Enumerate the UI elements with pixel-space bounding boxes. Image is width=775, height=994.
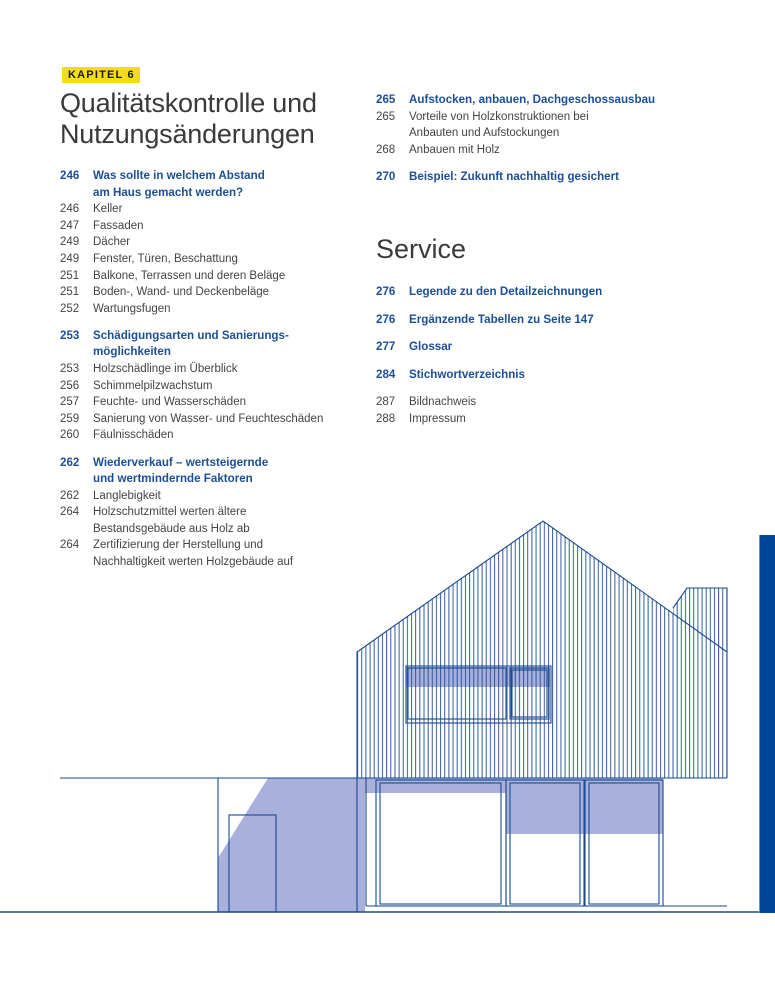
toc-entry[interactable]: 276 Legende zu den Detailzeichnungen bbox=[376, 285, 603, 298]
toc-entry[interactable]: 262 Langlebigkeit bbox=[60, 489, 161, 502]
chapter-side-tab bbox=[759, 535, 775, 913]
toc-entry[interactable]: 246 Keller bbox=[60, 203, 123, 216]
toc-entry[interactable]: 288 Impressum bbox=[376, 412, 466, 425]
toc-entry[interactable]: 253 Schädigungsarten und Sanierungs- möglichkeiten bbox=[60, 328, 289, 359]
toc-entry[interactable]: 270 Beispiel: Zukunft nachhaltig gesichert bbox=[376, 169, 620, 183]
service-title: Service bbox=[376, 234, 467, 264]
toc-entry[interactable]: 246 Was sollte in welchem Abstand am Haus gemacht werden? bbox=[60, 169, 265, 199]
toc-entry[interactable]: 251 Balkone, Terrassen und deren Beläge bbox=[60, 269, 286, 282]
toc-entry[interactable]: 265 Vorteile von Holzkonstruktionen bei Anbauten und Aufstockungen bbox=[376, 110, 589, 140]
toc-entry[interactable]: 284 Stichwortverzeichnis bbox=[376, 367, 525, 381]
toc-entry[interactable]: 256 Schimmelpilzwachstum bbox=[60, 379, 213, 392]
toc-entry[interactable]: 252 Wartungsfugen bbox=[60, 302, 171, 315]
toc-entry[interactable]: 259 Sanierung von Wasser- und Feuchteschäden bbox=[60, 412, 324, 425]
toc-entry[interactable]: 264 Zertifizierung der Herstellung und Nachhaltigkeit werten Holzgebäude auf bbox=[60, 539, 294, 569]
toc-entry[interactable]: 287 Bildnachweis bbox=[376, 396, 477, 409]
toc-entry[interactable]: 251 Boden-, Wand- und Deckenbeläge bbox=[60, 286, 270, 299]
toc-entry[interactable]: 260 Fäulnisschäden bbox=[60, 429, 174, 442]
chapter-title-line2: Nutzungsänderungen bbox=[60, 119, 315, 149]
toc-entry[interactable]: 262 Wiederverkauf – wertsteigernde und wertmindernde Faktoren bbox=[60, 455, 269, 486]
chapter-title-line1: Qualitätskontrolle und bbox=[60, 88, 317, 118]
toc-entry[interactable]: 253 Holzschädlinge im Überblick bbox=[60, 363, 238, 376]
toc-entry[interactable]: 276 Ergänzende Tabellen zu Seite 147 bbox=[376, 312, 594, 326]
toc-entry[interactable]: 249 Dächer bbox=[60, 236, 131, 249]
toc-entry[interactable]: 257 Feuchte- und Wasserschäden bbox=[60, 396, 246, 409]
toc-entry[interactable]: 277 Glossar bbox=[376, 340, 453, 354]
toc-entry[interactable]: 264 Holzschutzmittel werten ältere Bestandsgebäude aus Holz ab bbox=[60, 506, 250, 535]
toc-entry[interactable]: 265 Aufstocken, anbauen, Dachgeschossausbau bbox=[376, 93, 656, 106]
toc-entry[interactable]: 249 Fenster, Türen, Beschattung bbox=[60, 252, 238, 265]
toc-entry[interactable]: 247 Fassaden bbox=[60, 219, 144, 232]
chapter-badge: KAPITEL 6 bbox=[62, 67, 140, 83]
toc-entry[interactable]: 268 Anbauen mit Holz bbox=[376, 143, 500, 156]
